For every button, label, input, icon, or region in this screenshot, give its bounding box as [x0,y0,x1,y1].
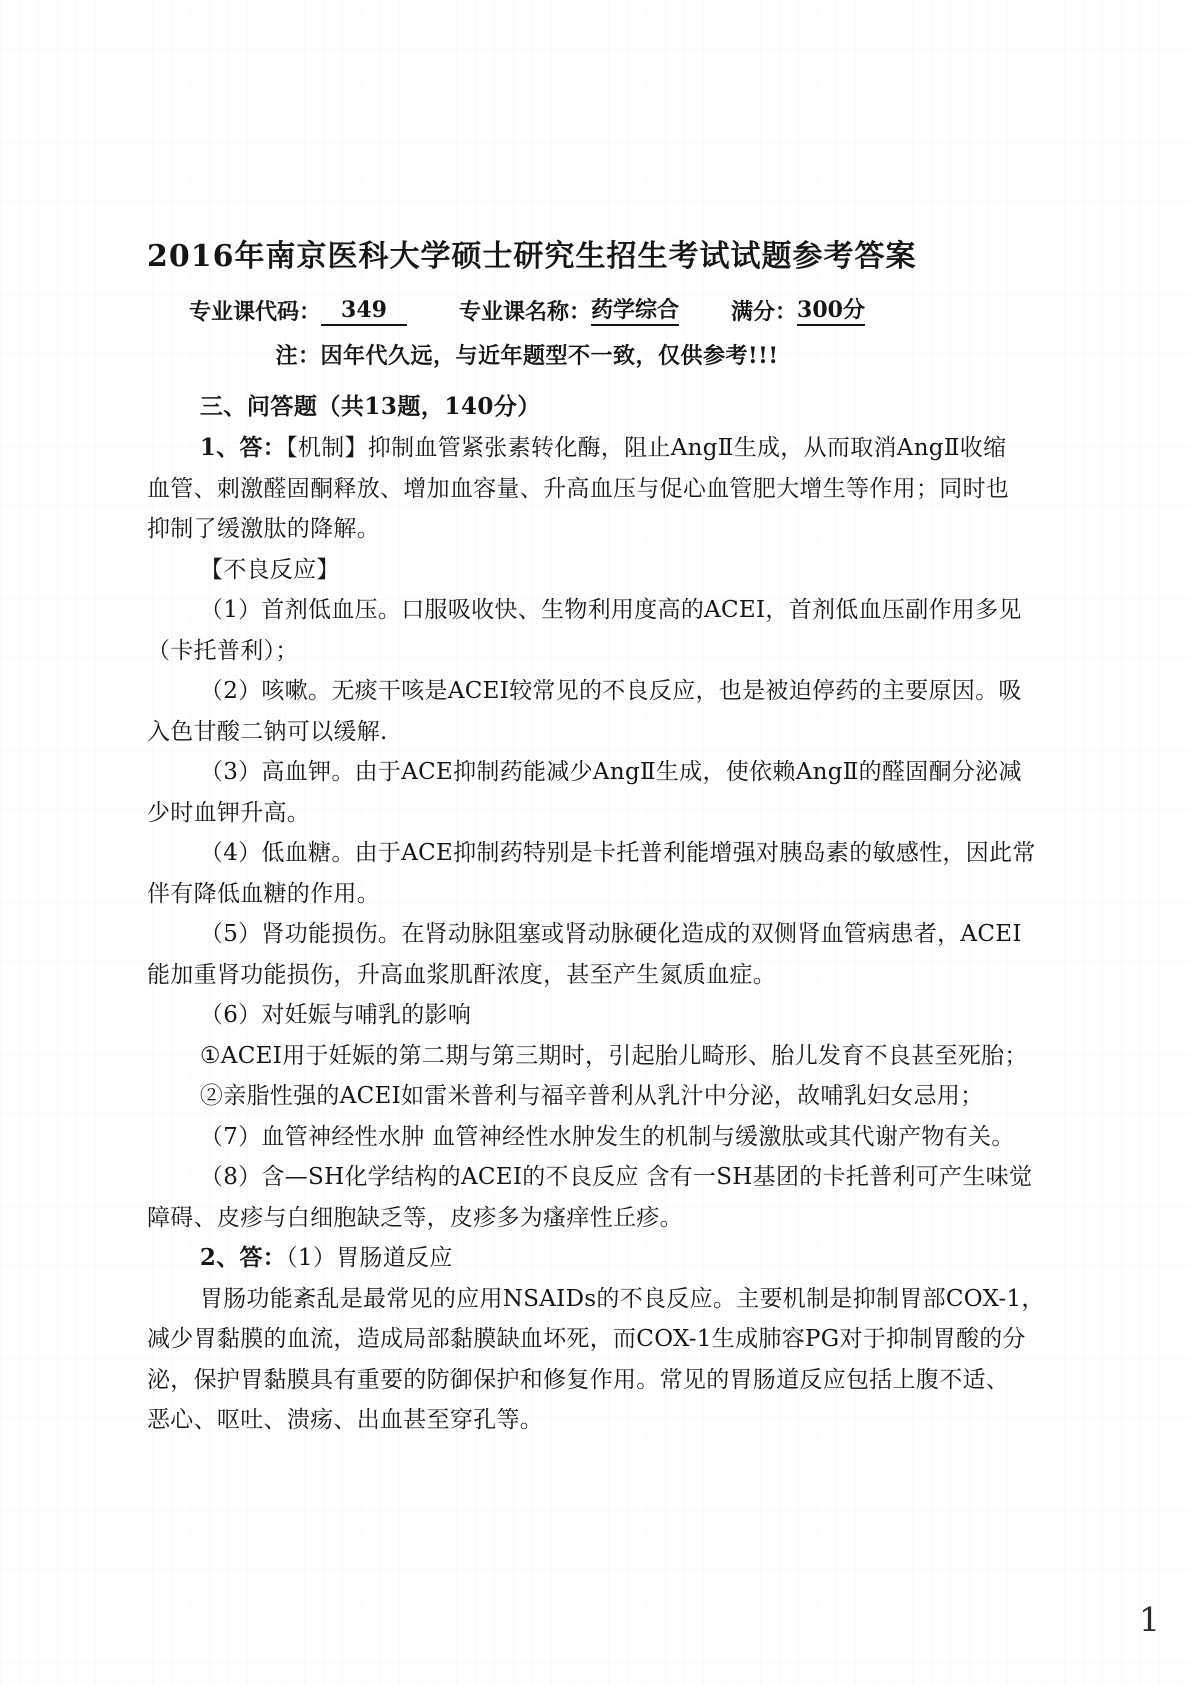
body-line-text: 胃肠功能紊乱是最常见的应用NSAIDs的不良反应。主要机制是抑制胃部COX-1， [199,1285,1045,1312]
body-line-text: （3）高血钾。由于ACE抑制药能减少AngⅡ生成，使依赖AngⅡ的醛固酮分泌减 [199,759,1022,785]
course-meta-row [147,297,907,326]
body-line [147,914,1022,955]
body-line-text: 入色甘酸二钠可以缓解. [147,718,388,745]
body-line [147,1117,1015,1158]
body-line [147,712,907,753]
body-line [147,1319,1026,1360]
body-line-text: 【机制】抑制血管紧张素转化酶，阻止AngⅡ生成，从而取消AngⅡ收缩 [286,435,1007,461]
body-line [147,550,907,591]
course-name-label: 专业课名称： [458,299,591,325]
body-line [147,1400,907,1441]
body-line [147,509,907,550]
answer-body [147,428,1045,1441]
body-line-text: 障碍、皮疹与白细胞缺乏等，皮疹多为瘙痒性丘疹。 [147,1204,683,1231]
body-line-text: 恶心、呕吐、溃疡、出血甚至穿孔等。 [147,1407,544,1433]
body-line-text: （2）咳嗽。无痰干咳是ACEI较常见的不良反应，也是被迫停药的主要原因。吸 [199,678,1022,704]
body-line [147,428,1007,469]
body-line [147,1198,907,1239]
body-line [147,955,907,996]
disclaimer-note: 注：因年代久远，与近年题型不一致，仅供参考!!! [275,343,779,369]
body-line-text: 抑制了缓激肽的降解。 [147,516,380,542]
body-line-text: 血管、刺激醛固酮释放、增加血容量、升高血压与促心血管肥大增生等作用；同时也 [147,475,1010,502]
body-line-text: 减少胃黏膜的血流，造成局部黏膜缺血坏死，而COX-1生成肺容PG对于抑制胃酸的分 [147,1326,1026,1352]
course-code-value: 349 [321,297,407,326]
answer-prefix: 2、答： [199,1244,287,1271]
body-line [147,833,1036,874]
body-line [147,995,907,1036]
full-score [731,297,865,326]
body-line-text: 伴有降低血糖的作用。 [147,880,380,907]
full-score-label: 满分： [731,299,798,325]
body-line-text: 少时血钾升高。 [147,799,311,826]
page-title: 2016年南京医科大学硕士研究生招生考试试题参考答案 [147,239,917,274]
body-line-text: （7）血管神经性水肿 血管神经性水肿发生的机制与缓激肽或其代谢产物有关。 [199,1123,1015,1150]
body-line [147,469,1010,510]
body-line [147,1157,1033,1198]
course-code-label: 专业课代码： [189,299,322,325]
body-line [147,752,1022,793]
section-heading: 三、问答题（共13题，140分） [199,393,541,420]
body-line-text: （4）低血糖。由于ACE抑制药特别是卡托普利能增强对胰岛素的敏感性，因此常 [199,840,1036,866]
body-line-text: （1）首剂低血压。口服吸收快、生物利用度高的ACEI，首剂低血压副作用多见 [199,597,1022,623]
body-line-text: 【不良反应】 [199,556,340,583]
body-line-text: （6）对妊娠与哺乳的影响 [199,1002,472,1028]
body-line-text: ①ACEI用于妊娠的第二期与第三期时，引起胎儿畸形、胎儿发育不良甚至死胎； [199,1042,1028,1069]
body-line [147,590,1022,631]
body-line-text: （1）胃肠道反应 [286,1245,453,1271]
page-number: 1 [1139,1600,1160,1639]
body-line-text: （8）含—SH化学结构的ACEI的不良反应 含有一SH基团的卡托普利可产生味觉 [199,1164,1033,1190]
body-line [147,631,907,672]
body-line [147,1076,984,1117]
body-line [147,1279,1045,1320]
body-line-text: （卡托普利）； [147,637,299,664]
full-score-value: 300分 [797,297,865,326]
body-line [147,1036,1028,1077]
answer-prefix: 1、答： [199,434,287,461]
body-line [147,874,907,915]
course-name-value: 药学综合 [591,297,679,326]
body-line-text: （5）肾功能损伤。在肾动脉阻塞或肾动脉硬化造成的双侧肾血管病患者，ACEI [199,921,1022,947]
body-line-text: ②亲脂性强的ACEI如雷米普利与福辛普利从乳汁中分泌，故哺乳妇女忌用； [199,1083,984,1109]
body-line [147,1238,907,1279]
course-code [189,297,407,326]
course-name [459,297,679,326]
body-line [147,793,907,834]
body-line [147,671,1022,712]
body-line [147,1360,1010,1401]
body-line-text: 能加重肾功能损伤，升高血浆肌酐浓度，甚至产生氮质血症。 [147,961,777,988]
body-line-text: 泌，保护胃黏膜具有重要的防御保护和修复作用。常见的胃肠道反应包括上腹不适、 [147,1366,1010,1393]
